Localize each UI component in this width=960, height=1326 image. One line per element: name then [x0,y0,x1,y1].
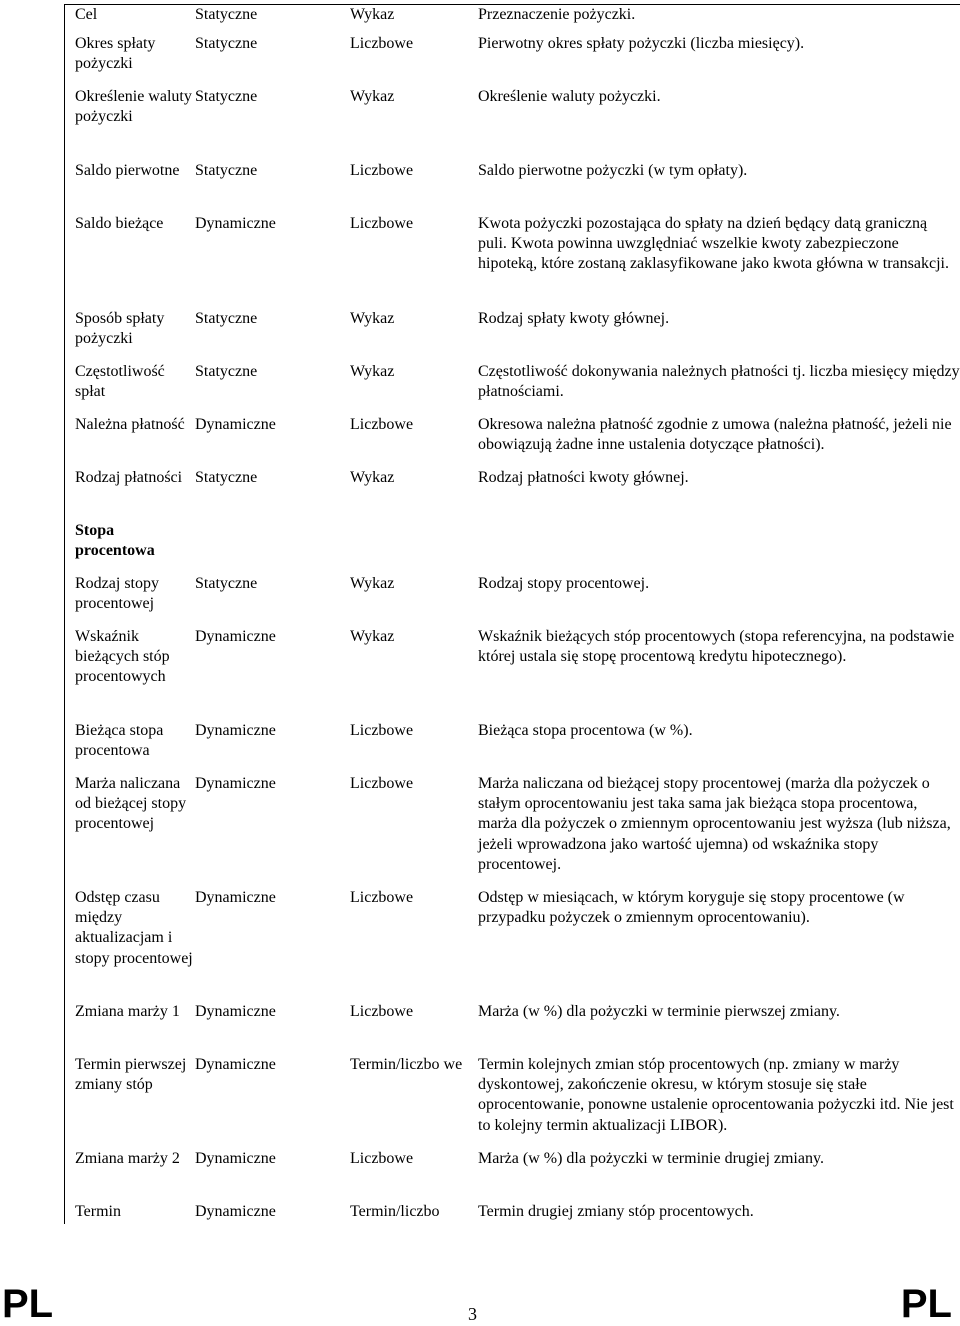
table-row [65,574,960,627]
field-type-cell: Dynamiczne [195,721,350,774]
field-format-cell: Wykaz [350,5,478,34]
field-description-cell: Okresowa należna płatność zgodnie z umowa (należna płatność, jeżeli nie obowiązują żadne inne ustalenia dotyczące płatności). [478,415,960,468]
table-row [65,5,960,34]
field-format-cell: Wykaz [350,87,478,161]
field-name-cell: Termin pierwszej zmiany stóp [65,1055,196,1149]
field-description-cell: Saldo pierwotne pożyczki (w tym opłaty). [478,161,960,214]
field-name-cell: Rodzaj płatności [65,468,196,521]
field-format-cell: Liczbowe [350,1149,478,1202]
footer-language-left: PL [2,1282,53,1326]
field-description-cell: Termin kolejnych zmian stóp procentowych (np. zmiany w marży dyskontowej, zakończenie okresu, w którym stosuje się stałe oprocentowanie, ponowne ustalenie oprocentowania pożyczki itd. Nie jest to kolejny termin aktualizacji LIBOR). [478,1055,960,1149]
field-name-cell: Zmiana marży 1 [65,1002,196,1055]
field-type-cell: Dynamiczne [195,1149,350,1202]
field-format-cell: Liczbowe [350,34,478,87]
field-type-cell: Statyczne [195,87,350,161]
field-type-cell: Dynamiczne [195,627,350,721]
field-name-cell: Marża naliczana od bieżącej stopy procentowej [65,774,196,888]
field-type-cell: Dynamiczne [195,888,350,1002]
field-type-cell: Dynamiczne [195,415,350,468]
field-description-cell: Określenie waluty pożyczki. [478,87,960,161]
field-name-cell: Częstotliwość spłat [65,362,196,415]
field-type-cell [195,521,350,574]
field-format-cell [350,521,478,574]
field-format-cell: Liczbowe [350,214,478,309]
footer-language-right: PL [901,1282,952,1326]
field-name-cell: Zmiana marży 2 [65,1149,196,1202]
table-row [65,721,960,774]
section-row [65,521,960,574]
table-row [65,774,960,888]
field-name-cell: Termin [65,1202,196,1224]
table-row [65,362,960,415]
table-row [65,87,960,161]
field-name-cell: Rodzaj stopy procentowej [65,574,196,627]
field-description-cell: Odstęp w miesiącach, w którym koryguje się stopy procentowe (w przypadku pożyczek o zmiennym oprocentowaniu). [478,888,960,1002]
field-format-cell: Liczbowe [350,721,478,774]
field-type-cell: Dynamiczne [195,1002,350,1055]
field-format-cell: Liczbowe [350,774,478,888]
field-description-cell: Pierwotny okres spłaty pożyczki (liczba miesięcy). [478,34,960,87]
field-description-cell: Kwota pożyczki pozostająca do spłaty na dzień będący datą graniczną puli. Kwota powinna uwzględniać wszelkie kwoty zabezpieczone hipoteką, które zostaną zaklasyfikowane jako kwota główna w transakcji. [478,214,960,309]
field-description-cell: Rodzaj płatności kwoty głównej. [478,468,960,521]
field-description-cell: Marża (w %) dla pożyczki w terminie pierwszej zmiany. [478,1002,960,1055]
field-name-cell: Określenie waluty pożyczki [65,87,196,161]
field-type-cell: Statyczne [195,34,350,87]
field-description-cell: Przeznaczenie pożyczki. [478,5,960,34]
table-row [65,415,960,468]
table-row [65,1202,960,1224]
table-row [65,214,960,309]
field-format-cell: Wykaz [350,627,478,721]
field-name-cell: Saldo pierwotne [65,161,196,214]
field-format-cell: Wykaz [350,468,478,521]
field-type-cell: Statyczne [195,362,350,415]
field-type-cell: Dynamiczne [195,1055,350,1149]
table-row [65,1002,960,1055]
table-row [65,888,960,1002]
field-format-cell: Termin/liczbo we [350,1055,478,1149]
field-description-cell: Marża naliczana od bieżącej stopy procentowej (marża dla pożyczek o stałym oprocentowaniu jest taka sama jak bieżąca stopa procentowa, marża dla pożyczek o zmiennym oprocentowaniu jest wyższa (lub niższa, jeżeli wprowadzona jako wartość ujemna) od wskaźnika stopy procentowej. [478,774,960,888]
field-type-cell: Statyczne [195,161,350,214]
field-type-cell: Statyczne [195,309,350,362]
field-name-cell: Wskaźnik bieżących stóp procentowych [65,627,196,721]
field-name-cell: Stopa procentowa [65,521,196,574]
field-type-cell: Dynamiczne [195,214,350,309]
table-row [65,627,960,721]
field-name-cell: Sposób spłaty pożyczki [65,309,196,362]
field-format-cell: Wykaz [350,362,478,415]
field-type-cell: Dynamiczne [195,1202,350,1224]
field-name-cell: Cel [65,5,196,34]
page-number: 3 [468,1304,477,1324]
table-row [65,1149,960,1202]
table-row [65,468,960,521]
field-format-cell: Wykaz [350,309,478,362]
field-name-cell: Należna płatność [65,415,196,468]
field-description-cell: Termin drugiej zmiany stóp procentowych. [478,1202,960,1224]
table-row [65,34,960,87]
table-row [65,1055,960,1149]
field-description-cell: Częstotliwość dokonywania należnych płatności tj. liczba miesięcy między płatnościami. [478,362,960,415]
field-format-cell: Termin/liczbo [350,1202,478,1224]
field-description-cell: Wskaźnik bieżących stóp procentowych (stopa referencyjna, na podstawie której ustala się stopę procentową kredytu hipotecznego). [478,627,960,721]
field-description-cell: Marża (w %) dla pożyczki w terminie drugiej zmiany. [478,1149,960,1202]
field-description-cell [478,521,960,574]
field-type-cell: Statyczne [195,468,350,521]
field-name-cell: Okres spłaty pożyczki [65,34,196,87]
field-format-cell: Liczbowe [350,888,478,1002]
field-description-cell: Bieżąca stopa procentowa (w %). [478,721,960,774]
data-field-table [64,4,960,1224]
table-row [65,161,960,214]
field-format-cell: Liczbowe [350,161,478,214]
field-name-cell: Odstęp czasu między aktualizacjam i stopy procentowej [65,888,196,1002]
field-description-cell: Rodzaj stopy procentowej. [478,574,960,627]
field-format-cell: Liczbowe [350,415,478,468]
field-format-cell: Wykaz [350,574,478,627]
field-name-cell: Saldo bieżące [65,214,196,309]
field-format-cell: Liczbowe [350,1002,478,1055]
field-name-cell: Bieżąca stopa procentowa [65,721,196,774]
table-body [65,5,960,1224]
field-description-cell: Rodzaj spłaty kwoty głównej. [478,309,960,362]
table-row [65,309,960,362]
field-type-cell: Statyczne [195,574,350,627]
field-type-cell: Dynamiczne [195,774,350,888]
field-type-cell: Statyczne [195,5,350,34]
